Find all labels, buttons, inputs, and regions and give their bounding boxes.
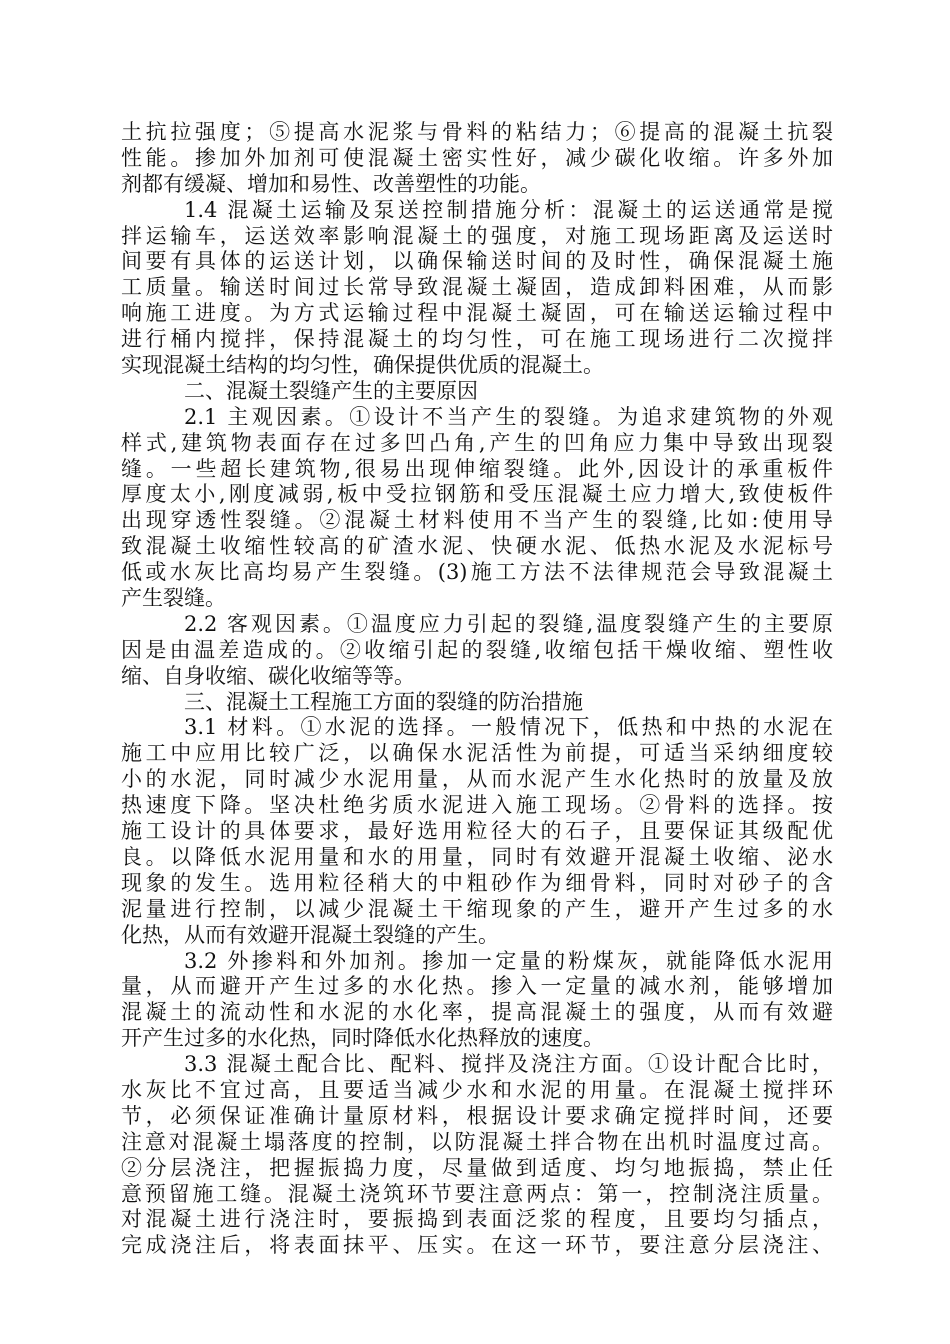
text-line: 施工设计的具体要求，最好选用粒径大的石子，且要保证其级配优 bbox=[121, 819, 833, 844]
text-line: 3.3 混凝土配合比、配料、搅拌及浇注方面。①设计配合比时， bbox=[184, 1052, 833, 1077]
text-line: 响施工进度。为方式运输过程中混凝土凝固，可在输送运输过程中 bbox=[121, 301, 833, 326]
text-line: ②分层浇注，把握振捣力度，尽量做到适度、均匀地振捣，禁止任 bbox=[121, 1155, 833, 1180]
text-line: 良。以降低水泥用量和水的用量，同时有效避开混凝土收缩、泌水 bbox=[121, 844, 833, 869]
text-line: 热速度下降。坚决杜绝劣质水泥进入施工现场。②骨料的选择。按 bbox=[121, 793, 833, 818]
text-line: 意预留施工缝。混凝土浇筑环节要注意两点：第一，控制浇注质量。 bbox=[121, 1181, 833, 1206]
text-line: 间要有具体的运送计划，以确保输送时间的及时性，确保混凝土施 bbox=[121, 249, 833, 274]
text-line: 出现穿透性裂缝。②混凝土材料使用不当产生的裂缝,比如:使用导 bbox=[121, 508, 833, 533]
text-line: 样式,建筑物表面存在过多凹凸角,产生的凹角应力集中导致出现裂 bbox=[121, 430, 833, 455]
text-line: 化热，从而有效避开混凝土裂缝的产生。 bbox=[121, 922, 499, 947]
text-line: 二、混凝土裂缝产生的主要原因 bbox=[184, 378, 478, 403]
text-line: 开产生过多的水化热，同时降低水化热释放的速度。 bbox=[121, 1026, 604, 1051]
text-line: 小的水泥，同时减少水泥用量，从而水泥产生水化热时的放量及放 bbox=[121, 767, 833, 792]
text-line: 实现混凝土结构的均匀性，确保提供优质的混凝土。 bbox=[121, 353, 604, 378]
text-line: 致混凝土收缩性较高的矿渣水泥、快硬水泥、低热水泥及水泥标号 bbox=[121, 534, 833, 559]
text-line: 进行桶内搅拌，保持混凝土的均匀性，可在施工现场进行二次搅拌 bbox=[121, 327, 833, 352]
text-line: 工质量。输送时间过长常导致混凝土凝固，造成卸料困难，从而影 bbox=[121, 275, 833, 300]
text-line: 现象的发生。选用粒径稍大的中粗砂作为细骨料，同时对砂子的含 bbox=[121, 870, 833, 895]
text-line: 量，从而避开产生过多的水化热。掺入一定量的减水剂，能够增加 bbox=[121, 974, 833, 999]
text-line: 性能。掺加外加剂可使混凝土密实性好，减少碳化收缩。许多外加 bbox=[121, 145, 833, 170]
text-line: 2.1 主观因素。①设计不当产生的裂缝。为追求建筑物的外观 bbox=[184, 404, 833, 429]
text-line: 泥量进行控制，以减少混凝土干缩现象的产生，避开产生过多的水 bbox=[121, 896, 833, 921]
text-line: 对混凝土进行浇注时，要振捣到表面泛浆的程度，且要均匀插点， bbox=[121, 1207, 833, 1232]
document-page bbox=[121, 120, 833, 1259]
text-line: 厚度太小,刚度减弱,板中受拉钢筋和受压混凝土应力增大,致使板件 bbox=[121, 482, 833, 507]
text-line: 节，必须保证准确计量原材料，根据设计要求确定搅拌时间，还要 bbox=[121, 1103, 833, 1128]
text-line: 水灰比不宜过高，且要适当减少水和水泥的用量。在混凝土搅拌环 bbox=[121, 1077, 833, 1102]
text-line: 2.2 客观因素。①温度应力引起的裂缝,温度裂缝产生的主要原 bbox=[184, 611, 833, 636]
text-line: 三、混凝土工程施工方面的裂缝的防治措施 bbox=[184, 689, 583, 714]
text-line: 土抗拉强度；⑤提高水泥浆与骨料的粘结力；⑥提高的混凝土抗裂 bbox=[121, 120, 833, 144]
text-line: 3.1 材料。①水泥的选择。一般情况下，低热和中热的水泥在 bbox=[184, 715, 833, 740]
text-line: 低或水灰比高均易产生裂缝。(3)施工方法不法律规范会导致混凝土 bbox=[121, 560, 833, 585]
text-line: 产生裂缝。 bbox=[121, 586, 226, 611]
text-line: 施工中应用比较广泛，以确保水泥活性为前提，可适当采纳细度较 bbox=[121, 741, 833, 766]
text-line: 剂都有缓凝、增加和易性、改善塑性的功能。 bbox=[121, 171, 541, 196]
text-line: 完成浇注后，将表面抹平、压实。在这一环节，要注意分层浇注、 bbox=[121, 1233, 833, 1258]
text-line: 混凝土的流动性和水泥的水化率，提高混凝土的强度，从而有效避 bbox=[121, 1000, 833, 1025]
text-line: 因是由温差造成的。②收缩引起的裂缝,收缩包括干燥收缩、塑性收 bbox=[121, 637, 833, 662]
text-line: 注意对混凝土塌落度的控制，以防混凝土拌合物在出机时温度过高。 bbox=[121, 1129, 833, 1154]
text-line: 缝。一些超长建筑物,很易出现伸缩裂缝。此外,因设计的承重板件 bbox=[121, 456, 833, 481]
text-line: 3.2 外掺料和外加剂。掺加一定量的粉煤灰，就能降低水泥用 bbox=[184, 948, 833, 973]
text-line: 拌运输车，运送效率影响混凝土的强度，对施工现场距离及运送时 bbox=[121, 223, 833, 248]
text-line: 1.4 混凝土运输及泵送控制措施分析：混凝土的运送通常是搅 bbox=[184, 197, 833, 222]
text-line: 缩、自身收缩、碳化收缩等等。 bbox=[121, 663, 415, 688]
